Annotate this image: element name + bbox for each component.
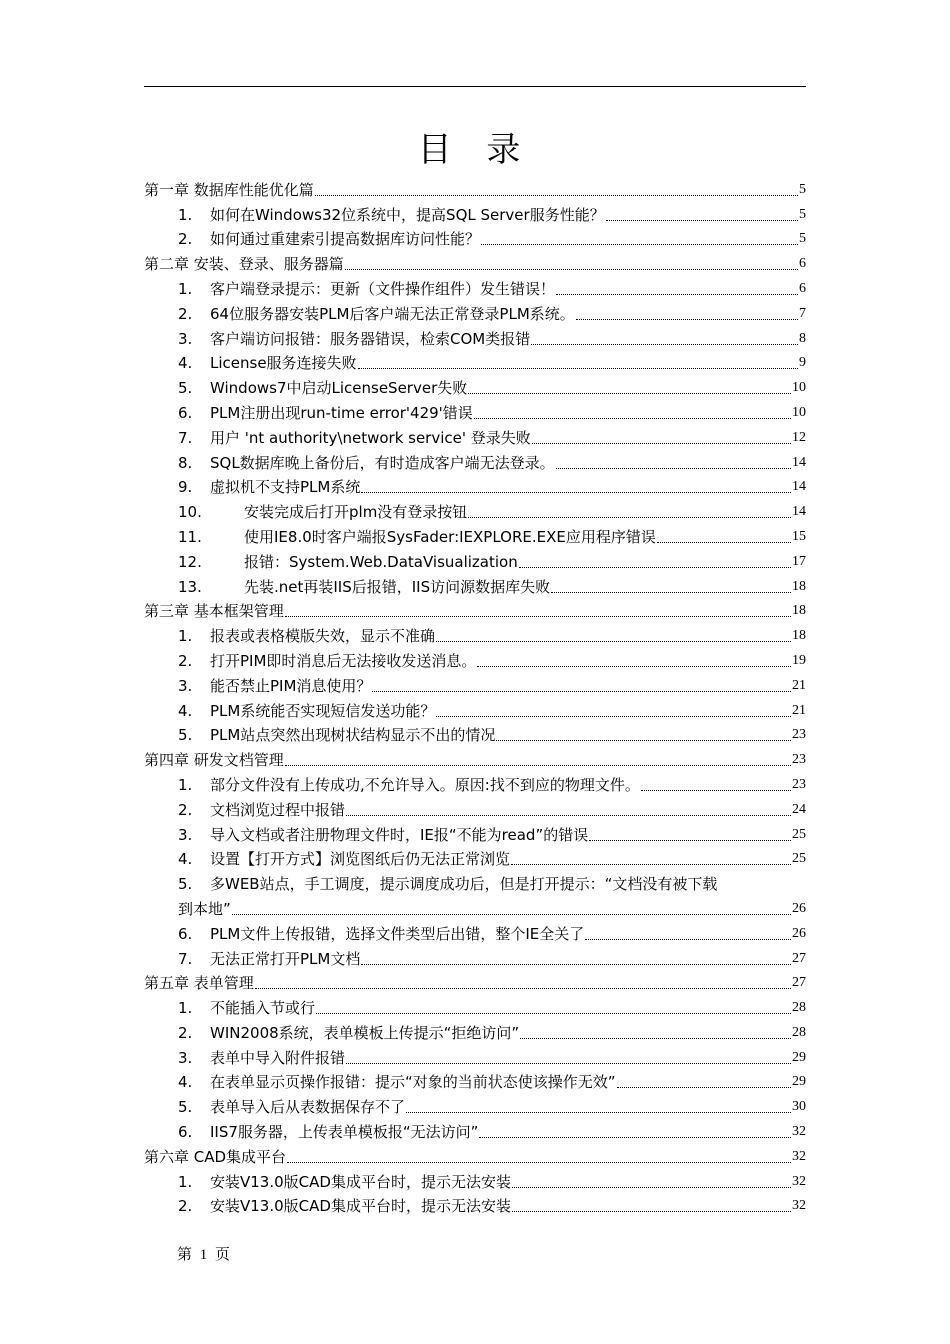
toc-page-number: 23 bbox=[792, 752, 806, 768]
toc-section-entry[interactable] bbox=[144, 621, 806, 646]
toc-section-entry[interactable] bbox=[144, 473, 806, 498]
toc-section-entry[interactable] bbox=[144, 349, 806, 374]
toc-entry-number: 7. bbox=[178, 428, 193, 447]
toc-page-number: 18 bbox=[792, 603, 806, 619]
toc-page-number: 27 bbox=[792, 950, 806, 966]
toc-page-number: 29 bbox=[792, 1074, 806, 1090]
toc-dot-leader bbox=[358, 368, 798, 369]
toc-section-entry[interactable] bbox=[144, 721, 806, 746]
toc-entry-text: 文档浏览过程中报错 bbox=[210, 800, 346, 819]
toc-entry-number: 5. bbox=[178, 1098, 193, 1117]
toc-page-number: 19 bbox=[792, 652, 806, 668]
toc-section-entry[interactable] bbox=[144, 919, 806, 944]
toc-entry-number: 13. bbox=[178, 577, 202, 596]
toc-dot-leader bbox=[346, 815, 791, 816]
toc-entry-number: 10. bbox=[178, 503, 202, 522]
toc-chapter-entry[interactable] bbox=[144, 969, 806, 994]
toc-dot-leader bbox=[496, 740, 791, 741]
toc-entry-number: 2. bbox=[178, 651, 193, 670]
toc-entry-text: 安装V13.0版CAD集成平台时，提示无法安装 bbox=[210, 1197, 511, 1216]
toc-dot-leader bbox=[468, 517, 791, 518]
toc-dot-leader bbox=[589, 840, 791, 841]
toc-entry-text: 导入文档或者注册物理文件时，IE报“不能为read”的错误 bbox=[210, 825, 589, 844]
toc-section-entry[interactable] bbox=[144, 1018, 806, 1043]
toc-entry-text: 第三章 基本框架管理 bbox=[144, 602, 284, 621]
toc-dot-leader bbox=[606, 220, 798, 221]
toc-chapter-entry[interactable] bbox=[144, 249, 806, 274]
toc-section-entry[interactable] bbox=[144, 373, 806, 398]
toc-section-entry[interactable] bbox=[144, 324, 806, 349]
toc-page-number: 32 bbox=[792, 1124, 806, 1140]
toc-dot-leader bbox=[512, 1187, 791, 1188]
toc-dot-leader bbox=[556, 294, 798, 295]
toc-entry-number: 5. bbox=[178, 379, 193, 398]
toc-dot-leader bbox=[287, 1162, 791, 1163]
toc-section-entry[interactable] bbox=[144, 894, 806, 919]
toc-entry-number: 2. bbox=[178, 230, 193, 249]
toc-entry-text: 第六章 CAD集成平台 bbox=[144, 1147, 287, 1166]
toc-entry-text: WIN2008系统，表单模板上传提示“拒绝访问” bbox=[210, 1023, 520, 1042]
toc-page-number: 29 bbox=[792, 1049, 806, 1065]
toc-section-entry[interactable] bbox=[144, 1068, 806, 1093]
toc-entry-text: PLM站点突然出现树状结构显示不出的情况 bbox=[210, 726, 496, 745]
toc-entry-text: 用户 'nt authority\network service' 登录失败 bbox=[210, 428, 531, 447]
toc-section-entry[interactable] bbox=[144, 200, 806, 225]
toc-dot-leader bbox=[316, 1013, 791, 1014]
toc-dot-leader bbox=[285, 765, 791, 766]
toc-dot-leader bbox=[315, 195, 798, 196]
toc-entry-text: 如何通过重建索引提高数据库访问性能？ bbox=[210, 230, 481, 249]
toc-dot-leader bbox=[657, 542, 791, 543]
toc-entry-text: 不能插入节或行 bbox=[210, 999, 316, 1018]
toc-entry-number: 2. bbox=[178, 1023, 193, 1042]
toc-entry-text: 如何在Windows32位系统中，提高SQL Server服务性能？ bbox=[210, 205, 605, 224]
toc-dot-leader bbox=[285, 616, 791, 617]
toc-page-number: 10 bbox=[792, 404, 806, 420]
toc-entry-number: 5. bbox=[178, 875, 193, 894]
toc-page-number: 7 bbox=[799, 305, 806, 321]
toc-entry-text: 安装V13.0版CAD集成平台时，提示无法安装 bbox=[210, 1172, 511, 1191]
toc-entry-number: 11. bbox=[178, 527, 202, 546]
toc-page-number: 25 bbox=[792, 851, 806, 867]
toc-entry-text: 部分文件没有上传成功,不允许导入。原因:找不到应的物理文件。 bbox=[210, 775, 640, 794]
toc-section-entry[interactable] bbox=[144, 671, 806, 696]
toc-entry-number: 7. bbox=[178, 949, 193, 968]
toc-page-number: 32 bbox=[792, 1173, 806, 1189]
toc-dot-leader bbox=[361, 492, 791, 493]
toc-dot-leader bbox=[468, 393, 791, 394]
toc-entry-number: 6. bbox=[178, 924, 193, 943]
toc-entry-text: 客户端登录提示：更新（文件操作组件）发生错误！ bbox=[210, 279, 556, 298]
toc-section-entry[interactable] bbox=[144, 1192, 806, 1217]
toc-dot-leader bbox=[346, 1063, 791, 1064]
toc-section-entry[interactable] bbox=[144, 845, 806, 870]
toc-entry-text: 设置【打开方式】浏览图纸后仍无法正常浏览 bbox=[210, 850, 511, 869]
toc-section-entry[interactable] bbox=[144, 820, 806, 845]
toc-dot-leader bbox=[520, 1038, 791, 1039]
toc-dot-leader bbox=[345, 269, 798, 270]
toc-chapter-entry[interactable] bbox=[144, 175, 806, 200]
toc-entry-text: 安装完成后打开plm没有登录按钮 bbox=[244, 503, 468, 522]
toc-entry-number: 3. bbox=[178, 825, 193, 844]
toc-page-number: 30 bbox=[792, 1099, 806, 1115]
toc-entry-text: 能否禁止PIM消息使用？ bbox=[210, 676, 372, 695]
toc-section-entry[interactable] bbox=[144, 696, 806, 721]
toc-page-number: 14 bbox=[792, 454, 806, 470]
toc-dot-leader bbox=[551, 592, 791, 593]
toc-section-entry[interactable] bbox=[144, 299, 806, 324]
toc-entry-text: 到本地” bbox=[178, 899, 231, 918]
toc-entry-number: 3. bbox=[178, 329, 193, 348]
toc-dot-leader bbox=[406, 1112, 791, 1113]
toc-entry-number: 4. bbox=[178, 354, 193, 373]
toc-section-entry[interactable] bbox=[144, 274, 806, 299]
toc-page-number: 10 bbox=[792, 380, 806, 396]
toc-entry-number: 1. bbox=[178, 627, 193, 646]
toc-dot-leader bbox=[531, 344, 798, 345]
toc-entry-number: 2. bbox=[178, 1197, 193, 1216]
toc-entry-text: IIS7服务器，上传表单模板报“无法访问” bbox=[210, 1123, 479, 1142]
toc-section-entry[interactable] bbox=[144, 423, 806, 448]
toc-section-entry[interactable] bbox=[144, 1043, 806, 1068]
toc-page-number: 18 bbox=[792, 578, 806, 594]
toc-dot-leader bbox=[512, 1211, 791, 1212]
toc-entry-number: 2. bbox=[178, 304, 193, 323]
toc-section-entry[interactable] bbox=[144, 944, 806, 969]
toc-dot-leader bbox=[556, 468, 791, 469]
toc-page-number: 21 bbox=[792, 677, 806, 693]
toc-page-number: 25 bbox=[792, 826, 806, 842]
toc-page-number: 14 bbox=[792, 479, 806, 495]
toc-page-number: 32 bbox=[792, 1148, 806, 1164]
toc-entry-text: License服务连接失败 bbox=[210, 354, 357, 373]
toc-page-number: 9 bbox=[799, 355, 806, 371]
toc-dot-leader bbox=[519, 567, 791, 568]
toc-section-entry[interactable] bbox=[144, 795, 806, 820]
toc-entry-number: 2. bbox=[178, 800, 193, 819]
toc-section-entry[interactable] bbox=[144, 572, 806, 597]
toc-entry-text: 第二章 安装、登录、服务器篇 bbox=[144, 255, 344, 274]
toc-page-number: 28 bbox=[792, 1000, 806, 1016]
toc-entry-text: 报表或表格模版失效，显示不准确 bbox=[210, 627, 436, 646]
toc-chapter-entry[interactable] bbox=[144, 745, 806, 770]
toc-entry-text: PLM系统能否实现短信发送功能？ bbox=[210, 701, 436, 720]
toc-page-number: 23 bbox=[792, 776, 806, 792]
toc-section-entry[interactable] bbox=[144, 1092, 806, 1117]
toc-page-number: 6 bbox=[799, 280, 806, 296]
toc-section-entry[interactable] bbox=[144, 448, 806, 473]
toc-entry-text: Windows7中启动LicenseServer失败 bbox=[210, 379, 468, 398]
toc-dot-leader bbox=[617, 1087, 791, 1088]
toc-entry-number: 1. bbox=[178, 205, 193, 224]
toc-entry-number: 4. bbox=[178, 850, 193, 869]
toc-dot-leader bbox=[232, 914, 791, 915]
toc-entry-number: 6. bbox=[178, 403, 193, 422]
toc-entry-text: 无法正常打开PLM文档 bbox=[210, 949, 361, 968]
toc-section-entry[interactable] bbox=[144, 497, 806, 522]
toc-page-number: 5 bbox=[799, 206, 806, 222]
toc-page-number: 21 bbox=[792, 702, 806, 718]
toc-entry-number: 1. bbox=[178, 999, 193, 1018]
toc-entry-text: 第一章 数据库性能优化篇 bbox=[144, 180, 314, 199]
toc-page-number: 5 bbox=[799, 181, 806, 197]
toc-entry-number: 8. bbox=[178, 453, 193, 472]
toc-page-number: 26 bbox=[792, 925, 806, 941]
toc-dot-leader bbox=[474, 418, 791, 419]
toc-page-number: 14 bbox=[792, 504, 806, 520]
toc-page-number: 6 bbox=[799, 256, 806, 272]
toc-dot-leader bbox=[255, 988, 791, 989]
toc-dot-leader bbox=[511, 864, 791, 865]
toc-entry-text: 虚拟机不支持PLM系统 bbox=[210, 478, 361, 497]
toc-dot-leader bbox=[532, 443, 791, 444]
toc-entry-text: 表单中导入附件报错 bbox=[210, 1048, 346, 1067]
toc-entry-text: 第四章 研发文档管理 bbox=[144, 751, 284, 770]
toc-section-entry[interactable] bbox=[144, 225, 806, 250]
toc-entry-number: 1. bbox=[178, 279, 193, 298]
toc-dot-leader bbox=[361, 964, 791, 965]
toc-dot-leader bbox=[481, 244, 798, 245]
toc-page-number: 26 bbox=[792, 900, 806, 916]
toc-dot-leader bbox=[576, 319, 798, 320]
toc-entry-number: 4. bbox=[178, 701, 193, 720]
toc-chapter-entry[interactable] bbox=[144, 1142, 806, 1167]
toc-entry-number: 3. bbox=[178, 676, 193, 695]
toc-entry-number: 1. bbox=[178, 1172, 193, 1191]
toc-entry-text: 表单导入后从表数据保存不了 bbox=[210, 1098, 406, 1117]
toc-section-entry[interactable] bbox=[144, 1117, 806, 1142]
toc-dot-leader bbox=[479, 1137, 791, 1138]
toc-section-entry[interactable] bbox=[144, 770, 806, 795]
toc-page-number: 15 bbox=[792, 528, 806, 544]
toc-dot-leader bbox=[372, 691, 791, 692]
toc-entry-text: PLM注册出现run-time error'429'错误 bbox=[210, 403, 473, 422]
toc-section-entry[interactable] bbox=[144, 547, 806, 572]
toc-page-number: 17 bbox=[792, 553, 806, 569]
toc-entry-number: 6. bbox=[178, 1123, 193, 1142]
toc-page-number: 27 bbox=[792, 975, 806, 991]
toc-entry-number: 3. bbox=[178, 1048, 193, 1067]
toc-entry-text: 打开PIM即时消息后无法接收发送消息。 bbox=[210, 651, 477, 670]
toc-dot-leader bbox=[585, 939, 791, 940]
toc-entry-text: 使用IE8.0时客户端报SysFader:IEXPLORE.EXE应用程序错误 bbox=[244, 527, 656, 546]
toc-section-entry[interactable] bbox=[144, 993, 806, 1018]
toc-section-entry[interactable] bbox=[144, 1167, 806, 1192]
toc-page-number: 23 bbox=[792, 727, 806, 743]
toc-entry-text: SQL数据库晚上备份后，有时造成客户端无法登录。 bbox=[210, 453, 555, 472]
toc-chapter-entry[interactable] bbox=[144, 597, 806, 622]
toc-page-number: 18 bbox=[792, 628, 806, 644]
toc-entry-text: 报错：System.Web.DataVisualization bbox=[244, 552, 518, 571]
toc-page-number: 24 bbox=[792, 801, 806, 817]
toc-entry-number: 1. bbox=[178, 775, 193, 794]
toc-dot-leader bbox=[477, 666, 791, 667]
toc-page-number: 28 bbox=[792, 1024, 806, 1040]
toc-entry-text: PLM文件上传报错，选择文件类型后出错，整个IE全关了 bbox=[210, 924, 585, 943]
header-rule bbox=[144, 86, 806, 87]
toc-entry-number: 5. bbox=[178, 726, 193, 745]
toc-section-entry[interactable] bbox=[144, 522, 806, 547]
toc-section-entry[interactable] bbox=[144, 869, 806, 894]
toc-title: 目 录 bbox=[417, 130, 533, 170]
toc-entry-text: 先装.net再装IIS后报错，IIS访问源数据库失败 bbox=[244, 577, 551, 596]
toc-dot-leader bbox=[436, 641, 791, 642]
toc-page-number: 5 bbox=[799, 231, 806, 247]
toc-entry-text: 64位服务器安装PLM后客户端无法正常登录PLM系统。 bbox=[210, 304, 575, 323]
toc-entry-number: 4. bbox=[178, 1073, 193, 1092]
toc-entry-text: 多WEB站点，手工调度，提示调度成功后，但是打开提示：“文档没有被下载 bbox=[210, 875, 718, 894]
toc-section-entry[interactable] bbox=[144, 398, 806, 423]
toc-page-number: 8 bbox=[799, 330, 806, 346]
toc-page-number: 12 bbox=[792, 429, 806, 445]
toc-dot-leader bbox=[641, 790, 791, 791]
table-of-contents bbox=[144, 175, 806, 1216]
toc-entry-text: 第五章 表单管理 bbox=[144, 974, 254, 993]
toc-dot-leader bbox=[436, 716, 791, 717]
toc-entry-number: 9. bbox=[178, 478, 193, 497]
toc-section-entry[interactable] bbox=[144, 646, 806, 671]
toc-entry-text: 客户端访问报错：服务器错误，检索COM类报错 bbox=[210, 329, 531, 348]
toc-page-number: 32 bbox=[792, 1198, 806, 1214]
toc-entry-text: 在表单显示页操作报错：提示“对象的当前状态使该操作无效” bbox=[210, 1073, 616, 1092]
page-footer: 第 1 页 bbox=[177, 1247, 233, 1263]
toc-entry-number: 12. bbox=[178, 552, 202, 571]
